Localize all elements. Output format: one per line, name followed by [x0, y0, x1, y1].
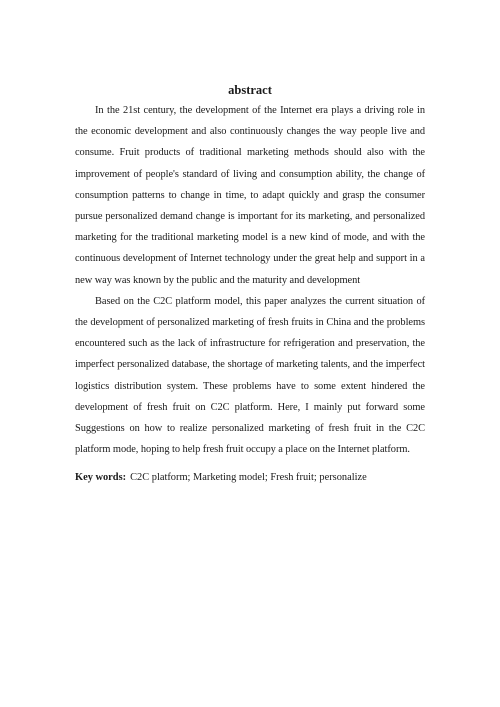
keywords-value: C2C platform; Marketing model; Fresh fruit; personalize [130, 472, 367, 484]
abstract-title: abstract [228, 83, 272, 97]
abstract-body [75, 100, 425, 486]
abstract-paragraph-1: In the 21st century, the development of the Internet era plays a driving role in the economic development and also continuously changes the way people live and consume. Fruit products of traditional marketing methods should also with the improvement of people's standard of living and consumption ability, the change of consumption patterns to change in time, to adapt quickly and grasp the consumer pursue personalized demand change is important for its marketing, and personalized marketing for the traditional marketing model is a new kind of mode, and with the continuous development of Internet technology under the great help and support in a new way was known by the public and the maturity and development [75, 105, 425, 286]
abstract-paragraph-2: Based on the C2C platform model, this paper analyzes the current situation of the development of personalized marketing of fresh fruits in China and the problems encountered such as the lack of infrastructure for refrigeration and preservation, the imperfect personalized database, the shortage of marketing talents, and the imperfect logistics distribution system. These problems have to some extent hindered the development of fresh fruit on C2C platform. Here, I mainly put forward some Suggestions on how to realize personalized marketing of fresh fruit in the C2C platform mode, hoping to help fresh fruit occupy a place on the Internet platform. [75, 295, 425, 456]
keywords-line [75, 470, 425, 486]
keywords-label: Key words: [75, 472, 127, 484]
